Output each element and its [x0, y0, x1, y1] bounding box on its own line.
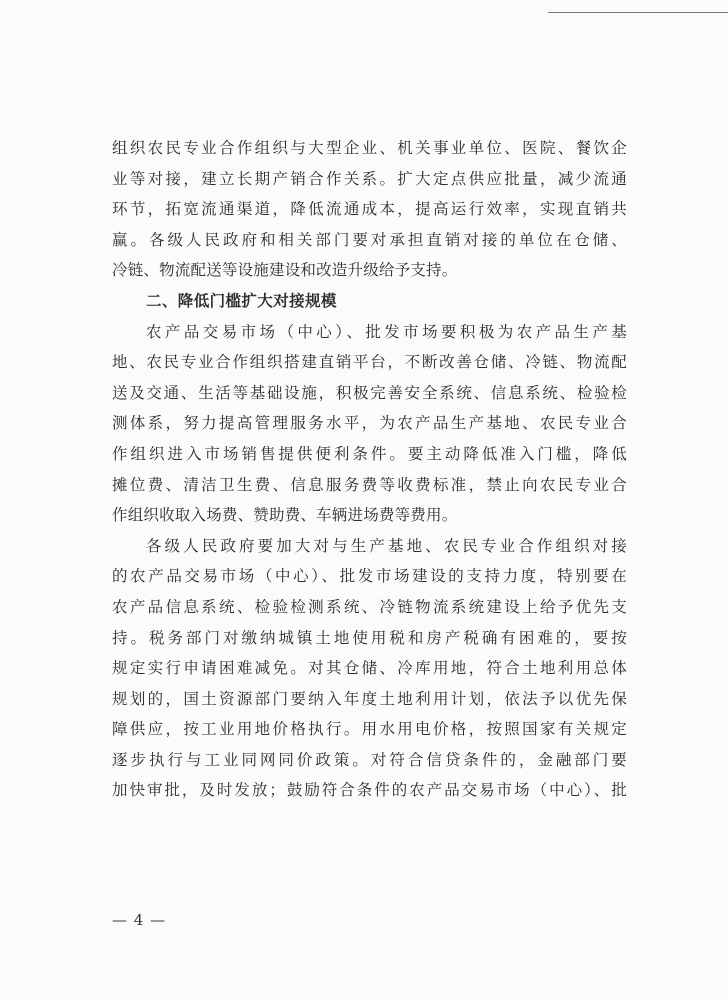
text-line: 逐步执行与工业同网同价政策。对符合信贷条件的，金融部门要 — [112, 750, 627, 769]
text-line: 摊位费、清洁卫生费、信息服务费等收费标准，禁止向农民专业合 — [112, 475, 627, 494]
text-line: 地、农民专业合作组织搭建直销平台，不断改善仓储、冷链、物流配 — [112, 353, 627, 372]
text-line: 环节，拓宽流通渠道，降低流通成本，提高运行效率，实现直销共 — [112, 200, 627, 219]
paragraph-first-line: 各级人民政府要加大对与生产基地、农民专业合作组织对接 — [146, 536, 627, 555]
text-line: 规定实行申请困难减免。对其仓储、冷库用地，符合土地利用总体 — [112, 659, 627, 678]
text-line: 送及交通、生活等基础设施，积极完善安全系统、信息系统、检验检 — [112, 383, 627, 402]
text-line: 农产品信息系统、检验检测系统、冷链物流系统建设上给予优先支 — [112, 597, 627, 616]
text-line: 冷链、物流配送等设施建设和改造升级给予支持。 — [112, 261, 458, 280]
page-number: — 4 — — [112, 911, 167, 929]
text-line: 作组织收取入场费、赞助费、车辆进场费等费用。 — [112, 506, 458, 525]
text-line: 的农产品交易市场（中心）、批发市场建设的支持力度，特别要在 — [112, 567, 627, 586]
text-line: 测体系，努力提高管理服务水平，为农产品生产基地、农民专业合 — [112, 414, 627, 433]
text-line: 加快审批，及时发放；鼓励符合条件的农产品交易市场（中心）、批 — [112, 781, 627, 800]
text-line: 障供应，按工业用地价格执行。用水用电价格，按照国家有关规定 — [112, 720, 627, 739]
paragraph-first-line: 农产品交易市场（中心）、批发市场要积极为农产品生产基 — [146, 322, 627, 341]
document-body — [112, 133, 627, 806]
text-line: 作组织进入市场销售提供便利条件。要主动降低准入门槛，降低 — [112, 444, 627, 463]
text-line: 规划的，国土资源部门要纳入年度土地利用计划，依法予以优先保 — [112, 689, 627, 708]
text-line: 赢。各级人民政府和相关部门要对承担直销对接的单位在仓储、 — [112, 230, 627, 249]
header-rule — [548, 12, 728, 13]
text-line: 组织农民专业合作组织与大型企业、机关事业单位、医院、餐饮企 — [112, 139, 627, 157]
text-line: 业等对接，建立长期产销合作关系。扩大定点供应批量，减少流通 — [112, 169, 627, 188]
text-line: 持。税务部门对缴纳城镇土地使用税和房产税确有困难的，要按 — [112, 628, 627, 647]
section-heading: 二、降低门槛扩大对接规模 — [146, 291, 337, 310]
